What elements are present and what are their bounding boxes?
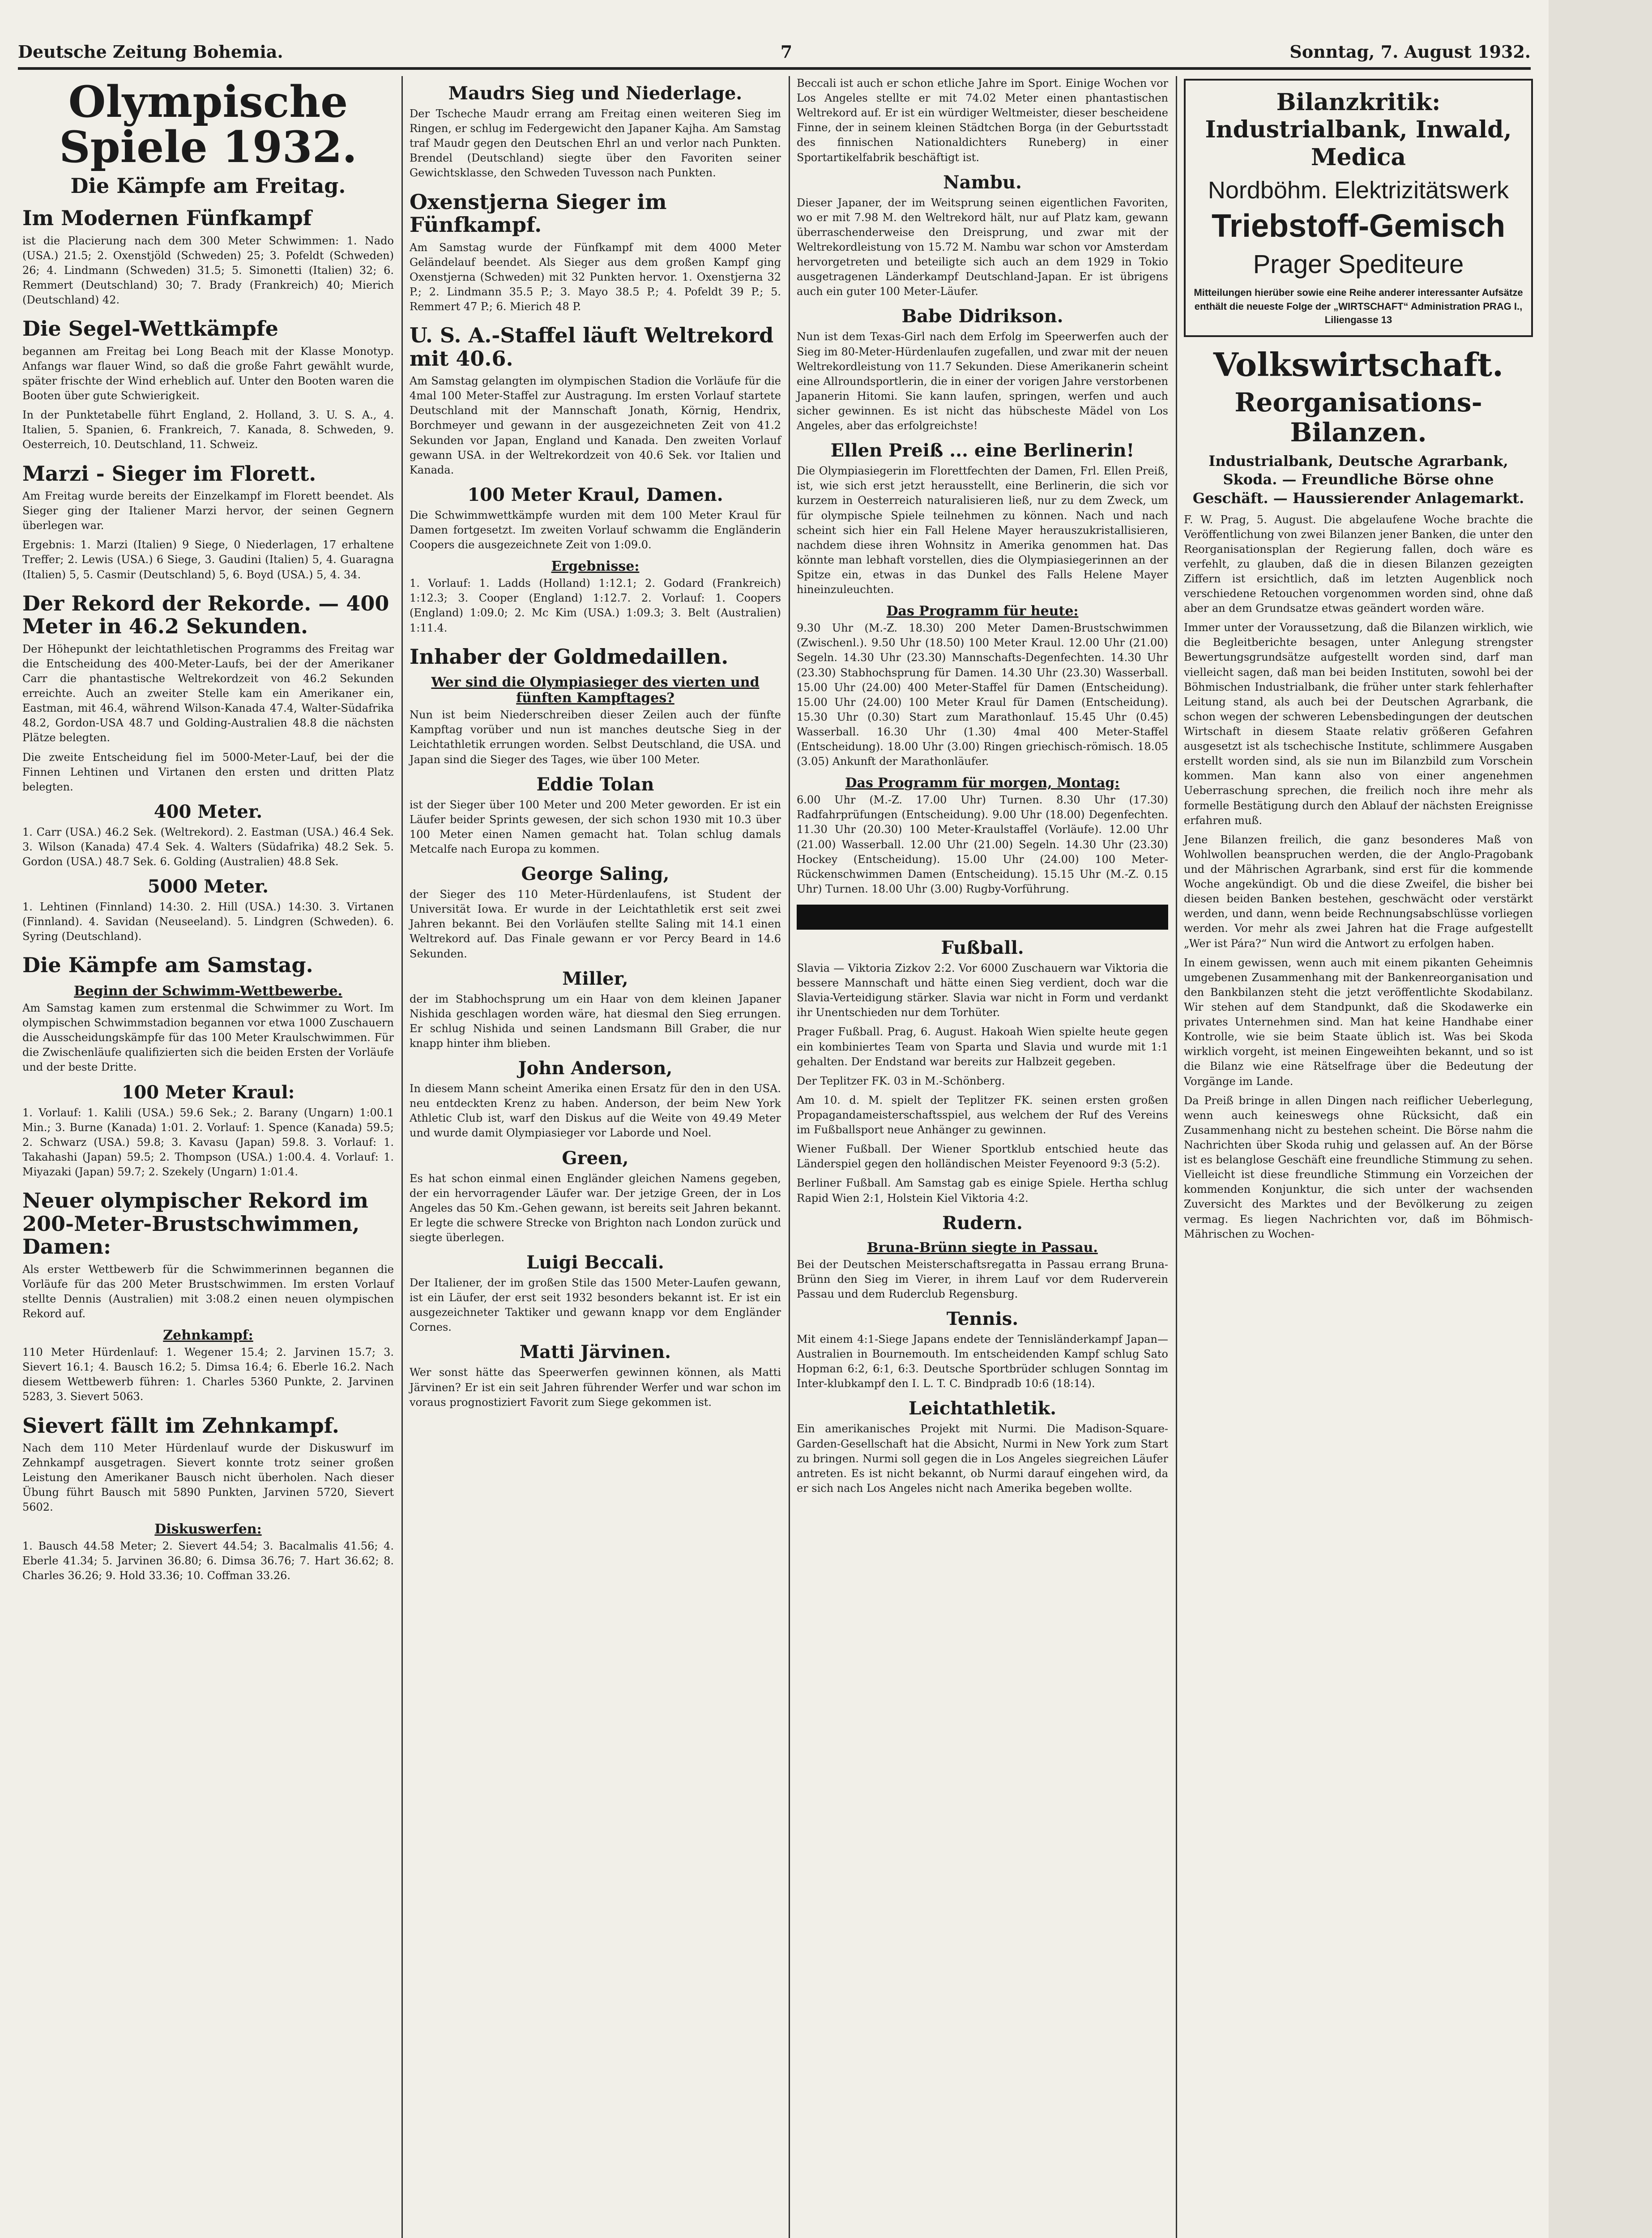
column-rule <box>1176 76 1177 2238</box>
column-rule <box>401 76 403 2238</box>
article-jarvinen: Wer sonst hätte das Speerwerfen gewinnen können, als Matti Järvinen? Er ist ein seit Jahren führender Werfer und war schon im voraus prognostiziert Favorit zum Siege gekommen ist. <box>410 1366 781 1409</box>
headline-reorganisation: Reorganisations-Bilanzen. <box>1234 387 1482 448</box>
ad-line-triebstoff: Triebstoff-Gemisch <box>1211 208 1506 244</box>
advertisement-box <box>1184 79 1533 337</box>
column-economy <box>1179 76 1537 2238</box>
article-sailing-standings: In der Punktetabelle führt England, 2. Holland, 3. U. S. A., 4. Italien, 5. Spanien, 6. Frankreich, 7. Kanada, 8. Schweden, 9. Oesterreich, 10. Deutschland, 11. Schweiz. <box>22 409 394 451</box>
subheadline-friday: Die Kämpfe am Freitag. <box>70 173 346 198</box>
masthead-rule <box>18 67 1531 70</box>
results-discus: 1. Bausch 44.58 Meter; 2. Sievert 44.54; 3. Bacalmalis 41.56; 4. Eberle 41.34; 5. Jarvinen 36.80; 6. Dimsa 36.76; 7. Hart 36.62; 8. Charles 36.26; 9. Hold 33.36; 10. Coffman 33.26. <box>22 1539 394 1582</box>
economy-paragraph: Da Preiß bringe in allen Dingen nach reiflicher Ueberlegung, wenn auch keineswegs ohne Rücksicht, daß ein Zusammenhang nicht zu bestehen scheint. Die Börse nahm die Nachrichten über Skoda ruhig und gelassen auf. An der Börse ist es belanglose Geschäft eine freundliche Stimmung zu sehen. Vielleicht ist diese freundliche Stimmung ein Vorzeichen der kommenden Konjunktur, die sich unter der wachsenden Zuversicht des Marktes und der Bevölkerung zu zeigen vermag. Es liegen Nachrichten vor, daß im Böhmisch-Mährischen zu Wochen- <box>1184 1094 1533 1240</box>
results-400m: 1. Carr (USA.) 46.2 Sek. (Weltrekord). 2. Eastman (USA.) 46.4 Sek. 3. Wilson (Kanada) 47.4 Sek. 4. Walters (Südafrika) 48.2 Sek. 5. Gordon (USA.) 48.7 Sek. 6. Golding (Australien) 48.8 Sek. <box>22 825 394 868</box>
heading-sailing: Die Segel-Wettkämpfe <box>22 316 278 341</box>
heading-breaststroke-record: Neuer olympischer Rekord im 200-Meter-Brustschwimmen, Damen: <box>22 1188 368 1259</box>
article-saling: der Sieger des 110 Meter-Hürdenlaufens, ist Student der Universität Iowa. Er wurde in der Leichtathletik erst seit zwei Jahren bekannt. Bei den Vorläufen stellte Saling mit 14.1 einen Weltrekord auf. Das Finale gewann er vor Percy Beard in 14.6 Sekunden. <box>410 888 781 960</box>
article-tennis: Mit einem 4:1-Siege Japans endete der Tennisländerkampf Japan—Australien in Bournemouth. Im entscheidenden Kampf schlug Sato Hopman 6:2, 6:1, 6:3. Deutsche Sportbrüder schlugen Sonntag im Inter-klubkampf den I. L. T. C. Bindpradb 10:6 (18:14). <box>797 1333 1168 1390</box>
heading-preiss: Ellen Preiß ... eine Berlinerin! <box>830 440 1135 461</box>
heading-green: Green, <box>562 1147 629 1169</box>
heading-saturday: Die Kämpfe am Samstag. <box>22 953 313 978</box>
masthead-newspaper-name: Deutsche Zeitung Bohemia. <box>18 41 283 62</box>
article-berlin-football: Berliner Fußball. Am Samstag gab es einige Spiele. Hertha schlug Rapid Wien 2:1, Holstein Kiel Viktoria 4:2. <box>797 1177 1168 1204</box>
program-monday: 6.00 Uhr (M.-Z. 17.00 Uhr) Turnen. 8.30 Uhr (17.30) Radfahrprüfungen (Entscheidung). 9.00 Uhr (18.00) Degenfechten. 11.30 Uhr (20.30) 100 Meter-Kraulstaffel (Vorläufe). 12.00 Uhr (21.00) Wasserball. 12.00 Uhr (21.00) Segeln. 14.30 Uhr (23.30) Hockey (Entscheidung). 15.00 Uhr (24.00) 100 Meter-Rückenschwimmen Damen (Entscheidung). 15.15 Uhr (M.-Z. 0.15 Uhr) Turnen. 18.00 Uhr (3.00) Rugby-Vorführung. <box>797 794 1168 895</box>
economy-paragraph: Jene Bilanzen freilich, die ganz besonderes Maß von Wohlwollen beanspruchen werden, die der Anglo-Pragobank und der Mährischen Agrarbank, sind erst für die kommende Woche angekündigt. Ob und die diese Zweifel, die bisher bei diesen beiden Banken bestehen, geschwächt oder verstärkt werden, und dann, wenn beide Rechnungsabschlüsse vorliegen werden. Vor mehr als zwei Jahren hat die Frage aufgestellt „Wer ist Pára?“ Nun wird die Antwort zu erfolgen haben. <box>1184 833 1533 950</box>
article-green: Es hat schon einmal einen Engländer gleichen Namens gegeben, der ein hervorragender Läufer war. Der jetzige Green, der in Los Angeles das 50 Km.-Gehen gewann, ist bereits seit Jahren bekannt. Er legte die schwere Strecke von Brighton nach London zurück und siegte überlegen. <box>410 1172 781 1244</box>
ad-line-elektrizitaetswerk: Nordböhm. Elektrizitätswerk <box>1208 177 1509 204</box>
article-anderson: In diesem Mann scheint Amerika einen Ersatz für den in den USA. neu entdeckten Krenz zu haben. Anderson, der beim New York Athletic Club ist, warf den Diskus auf die Weite von 49.49 Meter und wurde damit Olympiasieger vor Laborde und Noel. <box>410 1082 781 1140</box>
article-slavia-viktoria: Slavia — Viktoria Zizkov 2:2. Vor 6000 Zuschauern war Viktoria die bessere Mannschaft und hätte einen Sieg verdient, doch war die Slavia-Verteidigung stärker. Slavia war nicht in Form und verdankt ihr Unentschieden nur dem Torhüter. <box>797 962 1168 1019</box>
article-womens-kraul: Die Schwimmwettkämpfe wurden mit dem 100 Meter Kraul für Damen fortgesetzt. Im zweiten Vorlauf schwamm die Engländerin Coopers die ausgezeichnete Zeit von 1:09.0. <box>410 508 781 551</box>
article-athletics: Ein amerikanisches Projekt mit Nurmi. Die Madison-Square-Garden-Gesellschaft hat die Absicht, Nurmi in New York zum Start zu bringen. Nurmi soll gegen die in Los Angeles siegreichen Läufer antreten. Es ist nicht bekannt, ob Nurmi darauf eingehen wird, da er sich nach Los Angeles nicht nach Amerika begeben wollte. <box>797 1422 1168 1495</box>
article-beccali: Der Italiener, der im großen Stile das 1500 Meter-Laufen gewann, ist ein Läufer, der erst seit 1932 besonders bekannt ist. Er ist ein ausgezeichneter Taktiker und gewann knapp vor dem Engländer Cornes. <box>410 1277 781 1334</box>
economy-paragraph: F. W. Prag, 5. August. Die abgelaufene Woche brachte die Veröffentlichung von zwei Bilanzen jener Banken, die unter den Reorganisationsplan der Regierung fallen, doch wäre es verfehlt, zu glauben, daß die in diesen Bilanzen gezeigten Ziffern ist ersichtlich, daß im letzten Augenblick noch verschiedene Retouchen vorgenommen worden sind, ohne daß aber an dem Grundsatze etwas geändert worden wäre. <box>1184 513 1533 615</box>
heading-400m-results: 400 Meter. <box>154 801 263 822</box>
article-sailing: begannen am Freitag bei Long Beach mit der Klasse Monotyp. Anfangs war flauer Wind, so daß die große Fahrt gewählt wurde, später frischte der Wind erheblich auf. Unter den Booten waren die Booten über gute Schwierigkeit. <box>22 345 394 402</box>
article-pentathlon: ist die Placierung nach dem 300 Meter Schwimmen: 1. Nado (USA.) 21.5; 2. Oxenstjöld (Schweden) 25; 3. Pofeldt (Schweden) 26; 4. Lindmann (Schweden) 31.5; 5. Simonetti (Italien) 32; 6. Remmert (Deutschland) 30; 7. Brady (Frankreich) 40; Mierich (Deutschland) 42. <box>22 234 394 307</box>
article-didrikson: Nun ist dem Texas-Girl nach dem Erfolg im Speerwerfen auch der Sieg im 80-Meter-Hürdenlaufen zugefallen, und zwar mit der neuen Weltrekordleistung von 11.7 Sekunden. Diese Amerikanerin scheint eine Allroundsportlerin, die in einer der vorigen Jahre verstorbenen Japanerin Hitomi. Sie kann laufen, springen, werfen und auch sicher gewinnen. Es ist nicht das hübscheste Mädel von Los Angeles, aber das erfolgreichste! <box>797 330 1168 432</box>
program-today: 9.30 Uhr (M.-Z. 18.30) 200 Meter Damen-Brustschwimmen (Zwischenl.). 9.50 Uhr (18.50) 100 Meter Kraul. 12.00 Uhr (21.00) Segeln. 14.30 Uhr (23.30) Mannschafts-Degenfechten. 14.30 Uhr (23.30) Stabhochsprung für Damen. 14.30 Uhr (23.30) Wasserball. 15.00 Uhr (24.00) 400 Meter-Staffel für Damen (Entscheidung). 15.00 Uhr (24.00) 100 Meter Kraul für Damen (Entscheidung). 15.30 Uhr (0.30) Start zum Marathonlauf. 15.45 Uhr (0.45) Wasserball. 16.30 Uhr (1.30) 4mal 400 Meter-Staffel (Entscheidung). 18.00 Uhr (3.00) Ringen griechisch-römisch. 18.05 (3.05) Ankunft der Marathonläufer. <box>797 622 1168 768</box>
heading-gold-medals: Inhaber der Goldmedaillen. <box>410 644 729 669</box>
heading-maudr: Maudrs Sieg und Niederlage. <box>448 83 743 104</box>
heading-program-today: Das Programm für heute: <box>886 603 1079 619</box>
article-prague-football: Prager Fußball. Prag, 6. August. Hakoah Wien spielte heute gegen ein kombiniertes Team von Sparta und Slavia und wurde mit 1:1 gehalten. Der Endstand war bereits zur Halbzeit gegeben. <box>797 1025 1168 1068</box>
heading-nambu: Nambu. <box>943 171 1022 193</box>
heading-rowing: Rudern. <box>942 1212 1023 1234</box>
article-sievert: Nach dem 110 Meter Hürdenlauf wurde der Diskuswurf im Zehnkampf ausgetragen. Sievert konnte trotz seiner großen Leistung den Amerikaner Bausch nicht überholen. Nach dieser Übung führt Bausch mit 5890 Punkten, Jarvinen 5720, Sievert 5602. <box>22 1442 394 1514</box>
heading-400m-record: Der Rekord der Rekorde. — 400 Meter in 46.2 Sekunden. <box>22 591 389 639</box>
heading-womens-kraul: 100 Meter Kraul, Damen. <box>467 484 723 505</box>
article-breaststroke: Als erster Wettbewerb für die Schwimmerinnen begannen die Vorläufe für das 200 Meter Brustschwimmen. Im ersten Vorlauf stellte Dennis (Australien) mit 3:08.2 einen neuen olympischen Rekord auf. <box>22 1263 394 1320</box>
article-teplitz: Der Teplitzer FK. 03 in M.-Schönberg. <box>797 1074 1005 1087</box>
article-fencing: Am Freitag wurde bereits der Einzelkampf im Florett beendet. Als Sieger ging der Italiener Marzi hervor, der seinen Gegnern überlegen war. <box>22 490 394 532</box>
subheading-rowing: Bruna-Brünn siegte in Passau. <box>867 1239 1098 1256</box>
masthead-date: Sonntag, 7. August 1932. <box>1289 41 1531 62</box>
ad-line-spediteure: Prager Spediteure <box>1253 249 1464 279</box>
article-nambu: Dieser Japaner, der im Weitsprung seinen eigentlichen Favoriten, wo er mit 7.98 M. den Weltrekord hält, nur auf Platz kam, gewann überraschenderweise den Dreisprung, und zwar mit der Weltrekordleistung von 15.72 M. Nambu war schon vor Amsterdam hervorgetreten und beteiligte sich auch an dem 1929 in Tokio ausgetragenen Länderkampf Deutschland-Japan. Er ist übrigens auch ein guter 100 Meter-Läufer. <box>797 196 1168 298</box>
fencing-results: Ergebnis: 1. Marzi (Italien) 9 Siege, 0 Niederlagen, 17 erhaltene Treffer; 2. Lewis (USA.) 6 Siege, 3. Gaudini (Italien) 5, 4. Guaragna (Italien) 5, 5. Casmir (Deutschland) 5, 6. Boyd (USA.) 5, 4. 34. <box>22 538 394 581</box>
heading-beccali: Luigi Beccali. <box>526 1252 664 1273</box>
ad-footer-text: Mitteilungen hierüber sowie eine Reihe anderer interessanter Aufsätze enthält die neueste Folge der „WIRTSCHAFT“ Administration PRAG I., Liliengasse 13 <box>1194 286 1523 326</box>
results-100m-kraul: 1. Vorlauf: 1. Kalili (USA.) 59.6 Sek.; 2. Barany (Ungarn) 1:00.1 Min.; 3. Burne (Kanada) 1:01. 2. Vorlauf: 1. Spence (Kanada) 59.5; 2. Schwarz (USA.) 59.8; 3. Kavasu (Japan) 59.8. 3. Vorlauf: 1. Takahashi (Japan) 59.5; 2. Thompson (USA.) 1:00.4. 4. Vorlauf: 1. Miyazaki (Japan) 59.7; 2. Szekely (Ungarn) 1:01.4. <box>22 1106 394 1178</box>
masthead <box>18 38 1531 65</box>
article-maudr: Der Tscheche Maudr errang am Freitag einen weiteren Sieg im Ringen, er schlug im Federgewicht den Japaner Kajha. Am Samstag traf Maudr gegen den Deutschen Ehrl an und verlor nach Punkten. Brendel (Deutschland) siegte über den Favoriten seiner Gewichtsklasse, den Schweden Tuvesson nach Punkten. <box>410 107 781 179</box>
article-usa-relay: Am Samstag gelangten im olympischen Stadion die Vorläufe für die 4mal 100 Meter-Staffel zur Austragung. Im ersten Vorlauf startete Deutschland mit der Mannschaft Jonath, Körnig, Hendrix, Borchmeyer und gewann in der ausgezeichneten Zeit von 41.2 Sekunden vor Japan, England und Kanada. Den zweiten Vorlauf gewann USA. in der Weltrekordzeit von 40.6 Sek. vor Italien und Kanada. <box>410 375 781 476</box>
column-sports <box>792 76 1173 2238</box>
column-rule <box>789 76 790 2238</box>
section-title-economy: Volkswirtschaft. <box>1213 346 1504 384</box>
results-womens-kraul: 1. Vorlauf: 1. Ladds (Holland) 1:12.1; 2. Godard (Frankreich) 1:12.3; 3. Cooper (England) 1:12.7. 2. Vorlauf: 1. Coopers (England) 1:09.0; 2. Mc Kim (USA.) 1:09.3; 3. Belt (Australien) 1:11.4. <box>410 577 781 634</box>
heading-tennis: Tennis. <box>946 1308 1019 1329</box>
article-preiss: Die Olympiasiegerin im Florettfechten der Damen, Frl. Ellen Preiß, ist, wie sich erst jetzt herausstellt, eine Berlinerin, die sich vor kurzem in Oesterreich naturalisieren ließ, nur zu dem Zweck, um für olympische Spiele teilnehmen zu können. Nach und nach scheint sich hier ein Fall Helene Mayer herauszukristallisieren, nachdem diese ihren Wohnsitz in Amerika genommen hat. Das könnte man lebhaft vorstellen, dies die Olympiasiegerinnen an der Spitze ein, etwas in das Dunkel des Falls Helene Mayer hineinzuleuchten. <box>797 465 1168 596</box>
article-gold-medals: Nun ist beim Niederschreiben dieser Zeilen auch der fünfte Kampftag vorüber und nun ist manches deutsche Sieg in der Leichtathletik errungen worden. Selbst Deutschland, die USA. und Japan sind die Sieger des Tages, wie über 100 Meter. <box>410 709 781 766</box>
article-400m-record: Der Höhepunkt der leichtathletischen Programms des Freitag war die Entscheidung des 400-Meter-Laufs, bei der der Amerikaner Carr die phantastische Weltrekordzeit von 46.2 Sekunden erreichte. Auch an zweiter Stelle kam ein Amerikaner ein, Eastman, mit 46.4, während Wilson-Kanada 47.4, Walter-Südafrika 48.2, Gordon-USA 48.7 und Golding-Australien 48.8 die nächsten Plätze belegten. <box>22 642 394 744</box>
heading-didrikson: Babe Didrikson. <box>901 306 1063 327</box>
heading-saling: George Saling, <box>521 863 670 885</box>
subheading-gold-medals: Wer sind die Olympiasieger des vierten und fünften Kampftages? <box>431 675 760 706</box>
heading-football: Fußball. <box>941 937 1024 959</box>
results-5000m: 1. Lehtinen (Finnland) 14:30. 2. Hill (USA.) 14:30. 3. Virtanen (Finnland). 4. Savidan (Neuseeland). 5. Lindgren (Schweden). 6. Syring (Deutschland). <box>22 901 394 943</box>
results-decathlon: 110 Meter Hürdenlauf: 1. Wegener 15.4; 2. Jarvinen 15.7; 3. Sievert 16.1; 4. Bausch 16.2; 5. Dimsa 16.4; 6. Eberle 16.2. Nach diesem Wettbewerb führen: 1. Charles 5360 Punkte, 2. Jarvinen 5283, 3. Sievert 5063. <box>22 1346 394 1403</box>
economy-paragraph: In einem gewissen, wenn auch mit einem pikanten Geheimnis umgebenen Zusammenhang mit der Bankenreorganisation und den Bankbilanzen steht die jetzt veröffentlichte Skodabilanz. Wir stehen auf dem Standpunkt, daß die Skodawerke ein privates Unternehmen sind. Man hat keine Handhabe einer Kontrolle, wie sie beim Staate üblich ist. Was bei Skoda wirklich vorgeht, ist meinen Eingeweihten bekannt, und so ist die Bilanz wie eine Rätselfrage über die Bedeutung der Vorgänge im Lande. <box>1184 956 1533 1088</box>
article-continuation: Beccali ist auch er schon etliche Jahre im Sport. Einige Wochen vor Los Angeles stellte er mit 74.02 Meter einen phantastischen Weltrekord auf. Er ist ein würdiger Weltmeister, dieser bescheidene Finne, der in seinem kleinen Städtchen Borga (in der Geburtsstadt des finnischen Nationaldichters Runeberg) in einer Sportartikelfabrik beschäftigt ist. <box>797 77 1168 164</box>
subheading-swimming: Beginn der Schwimm-Wettbewerbe. <box>74 983 342 999</box>
heading-anderson: John Anderson, <box>518 1058 673 1079</box>
heading-athletics: Leichtathletik. <box>908 1398 1057 1419</box>
heading-usa-relay: U. S. A.-Staffel läuft Weltrekord mit 40.6. <box>410 323 774 371</box>
heading-discus: Diskuswerfen: <box>154 1521 262 1537</box>
article-oxenstjerna: Am Samstag wurde der Fünfkampf mit dem 4000 Meter Geländelauf beendet. Als Sieger aus dem großen Kampf ging Oxenstjerna (Schweden) mit 32 Punkten hervor. 1. Oxenstjerna 32 P.; 2. Lindmann 35.5 P.; 3. Mayo 38.5 P.; 4. Pofeldt 39 P.; 5. Remmert 47 P.; 6. Mierich 48 P. <box>410 241 781 313</box>
article-saturday: Am Samstag kamen zum erstenmal die Schwimmer zu Wort. Im olympischen Schwimmstadion begannen vor etwa 1000 Zuschauern die Ausscheidungskämpfe für das 100 Meter Kraulschwimmen. Für die Zwischenläufe qualifizierten sich die beiden Ersten der Vorläufe und der beste Dritte. <box>22 1002 394 1074</box>
heading-pentathlon: Im Modernen Fünfkampf <box>22 206 312 231</box>
heading-sievert: Sievert fällt im Zehnkampf. <box>22 1413 339 1438</box>
page-margin <box>1549 0 1652 2238</box>
economy-paragraph: Immer unter der Voraussetzung, daß die Bilanzen wirklich, wie die Begleitberichte besagen, unter Anlegung strengster Bewertungsgrundsätze aufgestellt worden sind, darf man vielleicht sagen, daß man bei beiden Instituten, sowohl bei der Böhmischen Industrialbank, die früher unter stark fehlerhafter Leitung stand, als auch bei der Deutschen Agrarbank, die schon wegen der schweren Lebensbedingungen der deutschen Wirtschaft in diesem Staate relativ größeren Gefahren ausgesetzt ist als tschechische Institute, schlimmere Ausgaben erstellt worden sind, als sie nun im Bilanzbild zum Vorschein kommen. Man kann also von einer angenehmen Ueberraschung sprechen, die freilich noch ihre mehr als formelle Bestätigung durch den Ablauf der nächsten Ereignisse erfahren muß. <box>1184 621 1533 827</box>
page-number: 7 <box>780 41 793 62</box>
headline-olympics: Olympische Spiele 1932. <box>59 77 357 172</box>
heading-results: Ergebnisse: <box>551 559 640 575</box>
article-tolan: ist der Sieger über 100 Meter und 200 Meter geworden. Er ist ein Läufer beider Sprints gewesen, der sich schon 1930 mit 10.3 über 100 Meter einen Namen gemacht hat. Tolan schlug damals Metcalfe nach Europa zu kommen. <box>410 798 781 855</box>
heading-miller: Miller, <box>562 968 628 989</box>
ad-line-bilanzkritik: Bilanzkritik: Industrialbank, Inwald, Medica <box>1205 89 1512 171</box>
article-rowing: Bei der Deutschen Meisterschaftsregatta in Passau errang Bruna-Brünn den Sieg im Vierer, in ihrem Lauf vor dem Ruderverein Passau und dem Ruderclub Regensburg. <box>797 1258 1168 1300</box>
heading-5000m-results: 5000 Meter. <box>147 876 269 897</box>
subheadline-reorganisation: Industrialbank, Deutsche Agrarbank, Skoda. — Freundliche Börse ohne Geschäft. — Haussierender Anlagemarkt. <box>1192 452 1524 507</box>
article-vienna-football: Wiener Fußball. Der Wiener Sportklub entschied heute das Länderspiel gegen den holländischen Meister Feyenoord 9:3 (5:2). <box>797 1143 1168 1170</box>
heading-decathlon: Zehnkampf: <box>163 1328 253 1344</box>
heading-oxenstjerna: Oxenstjerna Sieger im Fünfkampf. <box>410 189 667 237</box>
article-teplitz-text: Am 10. d. M. spielt der Teplitzer FK. seinen ersten großen Propagandameisterschaftsspiel, aus welchem der Ruf des Vereins im Fußballsport neue Anhänger zu gewinnen. <box>797 1093 1168 1136</box>
heading-jarvinen: Matti Järvinen. <box>519 1341 671 1363</box>
column-olympics-1 <box>18 76 398 2238</box>
heading-program-monday: Das Programm für morgen, Montag: <box>845 775 1120 791</box>
heading-100m-kraul: 100 Meter Kraul: <box>121 1081 295 1103</box>
article-miller: der im Stabhochsprung um ein Haar von dem kleinen Japaner Nishida geschlagen worden wäre, hat diesmal den Sieg errungen. Er schlug Nishida und seinen Landsmann Bill Graber, die nur knapp hinter ihm blieben. <box>410 992 781 1050</box>
article-5000m: Die zweite Entscheidung fiel im 5000-Meter-Lauf, bei der die Finnen Lehtinen und Virtanen den ersten und dritten Platz belegten. <box>22 751 394 793</box>
column-olympics-2 <box>405 76 785 2238</box>
heading-fencing: Marzi - Sieger im Florett. <box>22 461 316 486</box>
section-divider-bar <box>797 905 1168 930</box>
heading-tolan: Eddie Tolan <box>536 773 654 795</box>
